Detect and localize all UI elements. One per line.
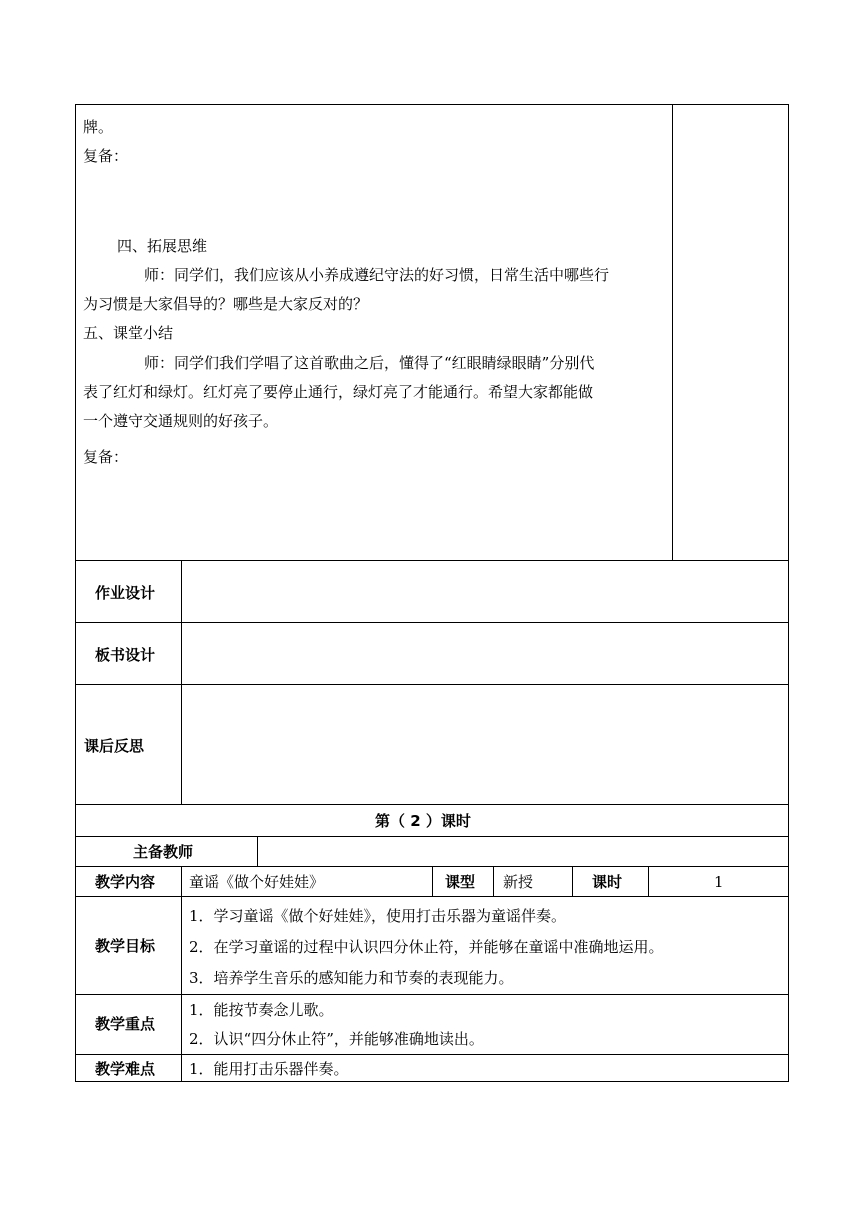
- difficult-point-item: 1．能用打击乐器伴奏。: [189, 1060, 349, 1078]
- text-line: 复备：: [83, 147, 129, 165]
- text-line: 五、课堂小结: [83, 324, 174, 342]
- lesson-title: 第（ 2 ）课时: [375, 812, 471, 830]
- hours-label: 课时: [592, 873, 623, 891]
- text-line: 表了红灯和绿灯。红灯亮了要停止通行，绿灯亮了才能通行。希望大家都能做: [83, 383, 594, 401]
- reflection-label: 课后反思: [84, 737, 145, 755]
- board-design-label: 板书设计: [95, 646, 156, 664]
- hours-value: 1: [714, 873, 724, 891]
- teacher-label: 主备教师: [133, 843, 194, 861]
- goal-item: 3．培养学生音乐的感知能力和节奏的表现能力。: [189, 969, 514, 987]
- key-point-item: 2．认识“四分休止符”，并能够准确地读出。: [189, 1030, 484, 1048]
- key-points-label: 教学重点: [95, 1015, 156, 1033]
- type-label: 课型: [445, 873, 476, 891]
- text-line: 师：同学们，我们应该从小养成遵纪守法的好习惯，日常生活中哪些行: [144, 266, 610, 284]
- goal-item: 1．学习童谣《做个好娃娃》，使用打击乐器为童谣伴奏。: [189, 907, 567, 925]
- text-line: 四、拓展思维: [117, 237, 208, 255]
- text-line: 为习惯是大家倡导的？哪些是大家反对的？: [83, 295, 369, 313]
- content-label: 教学内容: [95, 873, 156, 891]
- homework-label: 作业设计: [95, 584, 156, 602]
- text-line: 牌。: [83, 118, 114, 136]
- difficult-points-label: 教学难点: [95, 1060, 156, 1078]
- type-value: 新授: [503, 873, 534, 891]
- goals-label: 教学目标: [95, 937, 156, 955]
- key-point-item: 1．能按节奏念儿歌。: [189, 1001, 334, 1019]
- text-line: 一个遵守交通规则的好孩子。: [83, 412, 279, 430]
- goal-item: 2．在学习童谣的过程中认识四分休止符，并能够在童谣中准确地运用。: [189, 938, 664, 956]
- text-line: 师：同学们我们学唱了这首歌曲之后，懂得了“红眼睛绿眼睛”分别代: [144, 354, 595, 372]
- text-line: 复备：: [83, 448, 129, 466]
- content-value: 童谣《做个好娃娃》: [189, 873, 325, 891]
